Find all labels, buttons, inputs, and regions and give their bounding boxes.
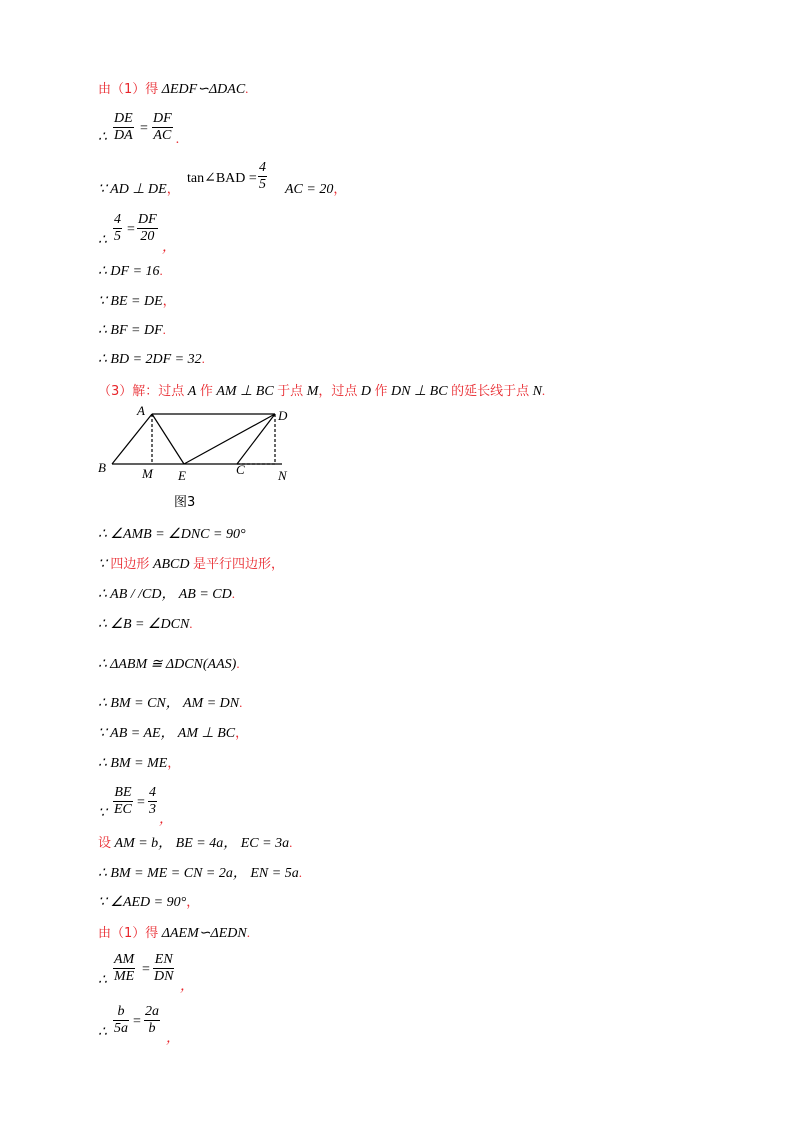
line-21: ∵ ∠AED = 90°， <box>98 894 200 910</box>
line-16: ∵ AB = AE， AM ⊥ BC， <box>98 725 249 741</box>
line-14: ∴ ΔABM ≅ ΔDCN(AAS). <box>98 656 240 672</box>
segment-ab <box>112 414 152 464</box>
line-5: ∴ DF = 16. <box>98 263 163 279</box>
line-7: ∴ BF = DF. <box>98 322 166 338</box>
fraction: $\frac{AM}{ME}$ <box>114 952 135 984</box>
prefix-text: 由（1）得 <box>98 82 159 97</box>
label-a: A <box>137 403 145 418</box>
line-3: ∵ AD ⊥ DE， <box>98 181 180 197</box>
fraction: $\frac{DF}{AC}$ <box>153 111 172 143</box>
line-12: ∴ AB / /CD， AB = CD. <box>98 586 235 602</box>
segment-dc <box>237 414 275 464</box>
fraction: $\frac{4}{5}$ <box>114 212 121 244</box>
therefore-symbol: ∴ <box>98 130 107 145</box>
line-1: 由（1）得 ΔEDF∽ΔDAC. <box>98 81 249 97</box>
line-15: ∴ BM = CN， AM = DN. <box>98 695 243 711</box>
line-11: ∵ 四边形 ABCD 是平行四边形， <box>98 557 285 572</box>
line-8: ∴ BD = 2DF = 32. <box>98 351 205 367</box>
fraction: $\frac{BE}{EC}$ <box>114 785 132 817</box>
label-e: E <box>178 468 186 483</box>
tan-expression: tan∠BAD = <box>187 171 257 186</box>
line-9: （3）解：过点 A 作 AM ⊥ BC 于点 M，过点 D 作 DN ⊥ BC 的延长线于点 N. <box>98 383 546 399</box>
line-19: 设 AM = b， BE = 4a， EC = 3a. <box>98 835 293 851</box>
label-c: C <box>236 462 245 477</box>
equals-sign: = <box>140 121 148 136</box>
line-10: ∴ ∠AMB = ∠DNC = 90° <box>98 527 246 542</box>
fraction: $\frac{2a}{b}$ <box>145 1004 159 1036</box>
line-6: ∵ BE = DE， <box>98 293 176 309</box>
label-n: N <box>278 468 287 483</box>
fraction: $\frac{EN}{DN}$ <box>154 952 174 984</box>
line-17: ∴ BM = ME， <box>98 755 181 771</box>
label-d: D <box>278 408 288 423</box>
fraction: $\frac{DE}{DA}$ <box>114 111 133 143</box>
fraction: $\frac{b}{5a}$ <box>114 1004 128 1036</box>
equals-sign: = <box>137 795 145 810</box>
segment-ed <box>184 414 275 464</box>
fraction: $\frac{4}{3}$ <box>149 785 156 817</box>
segment-ae <box>152 414 184 464</box>
therefore-symbol: ∴ <box>98 1025 107 1040</box>
therefore-symbol: ∴ <box>98 973 107 988</box>
ac-value: AC = 20， <box>285 181 347 197</box>
figure-caption: 图3 <box>174 495 196 510</box>
therefore-symbol: ∴ <box>98 233 107 248</box>
similarity-statement: ΔEDF∽ΔDAC <box>161 82 246 97</box>
equals-sign: = <box>133 1014 141 1029</box>
line-20: ∴ BM = ME = CN = 2a， EN = 5a. <box>98 865 302 881</box>
equals-sign: = <box>142 962 150 977</box>
because-symbol: ∵ <box>98 806 107 821</box>
equals-sign: = <box>127 222 135 237</box>
geometry-figure <box>92 402 312 512</box>
fraction: $\frac{4}{5}$ <box>259 160 266 192</box>
line-13: ∴ ∠B = ∠DCN. <box>98 616 193 632</box>
label-m: M <box>142 466 153 481</box>
label-b: B <box>98 460 106 475</box>
fraction: $\frac{DF}{20}$ <box>138 212 157 244</box>
line-22: 由（1）得 ΔAEM∽ΔEDN. <box>98 925 250 941</box>
